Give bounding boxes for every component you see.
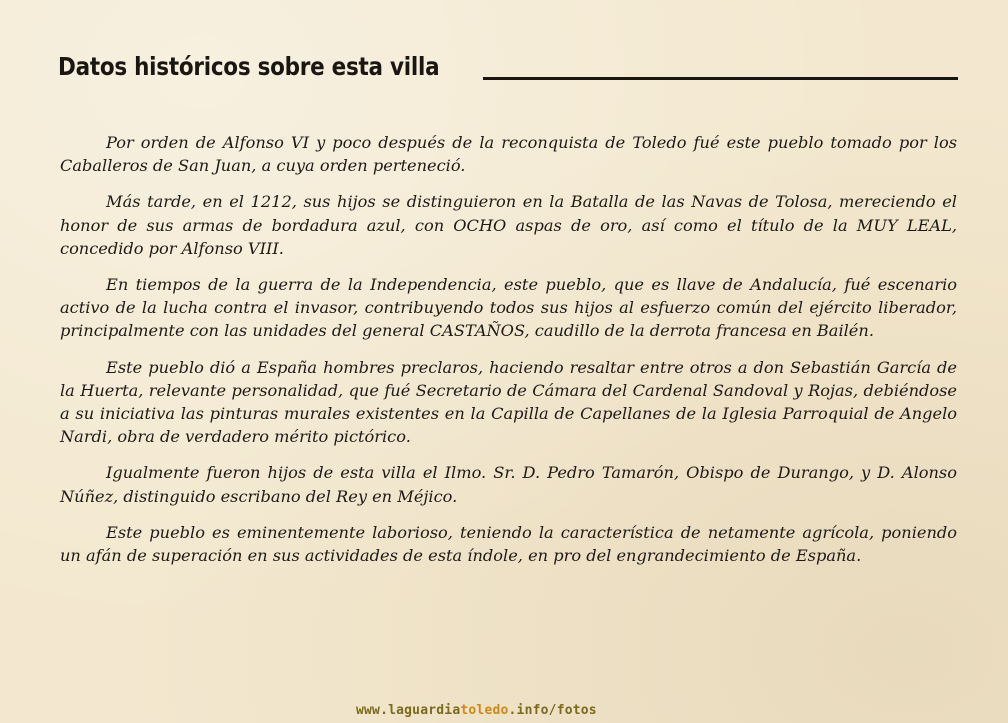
watermark-url-suffix: .info/fotos — [508, 703, 597, 718]
paragraph-1: Por orden de Alfonso VI y poco después de la reconquista de Toledo fué este pueblo tomado por los Caballeros de San Juan, a cuya orden perteneció. — [60, 133, 957, 176]
watermark-url-prefix: www.laguardia — [356, 703, 461, 718]
title-underline-rule — [483, 77, 958, 80]
page-title: Datos históricos sobre esta villa — [58, 52, 440, 81]
watermark-url-highlight: toledo — [460, 703, 509, 718]
watermark-url — [356, 703, 597, 718]
paragraph-5: Igualmente fueron hijos de esta villa el Ilmo. Sr. D. Pedro Tamarón, Obispo de Durango, y D. Alonso Núñez, distinguido escribano del Rey en Méjico. — [60, 463, 957, 506]
paragraph-3: En tiempos de la guerra de la Independencia, este pueblo, que es llave de Andalucía, fué escenario activo de la lucha contra el invasor, contribuyendo todos sus hijos al esfuerzo común del ejército liberador, principalmente con las unidades del general CASTAÑOS, caudillo de la derrota francesa en Bailén. — [60, 275, 957, 341]
paragraph-4: Este pueblo dió a España hombres preclaros, haciendo resaltar entre otros a don Sebastián García de la Huerta, relevante personalidad, que fué Secretario de Cámara del Cardenal Sandoval y Rojas, debiéndose a su iniciativa las pinturas murales existentes en la Capilla de Capellanes de la Iglesia Parroquial de Angelo Nardi, obra de verdadero mérito pictórico. — [60, 357, 957, 447]
paragraph-2: Más tarde, en el 1212, sus hijos se distinguieron en la Batalla de las Navas de Tolosa, mereciendo el honor de sus armas de bordadura azul, con OCHO aspas de oro, así como el título de la MUY LEAL, concedido por Alfonso VIII. — [60, 192, 957, 258]
paragraph-6: Este pueblo es eminentemente laborioso, teniendo la característica de netamente agrícola, poniendo un afán de superación en sus actividades de esta índole, en pro del engrandecimiento de España. — [60, 522, 957, 566]
body-text — [60, 131, 957, 567]
heading-row — [58, 52, 958, 92]
